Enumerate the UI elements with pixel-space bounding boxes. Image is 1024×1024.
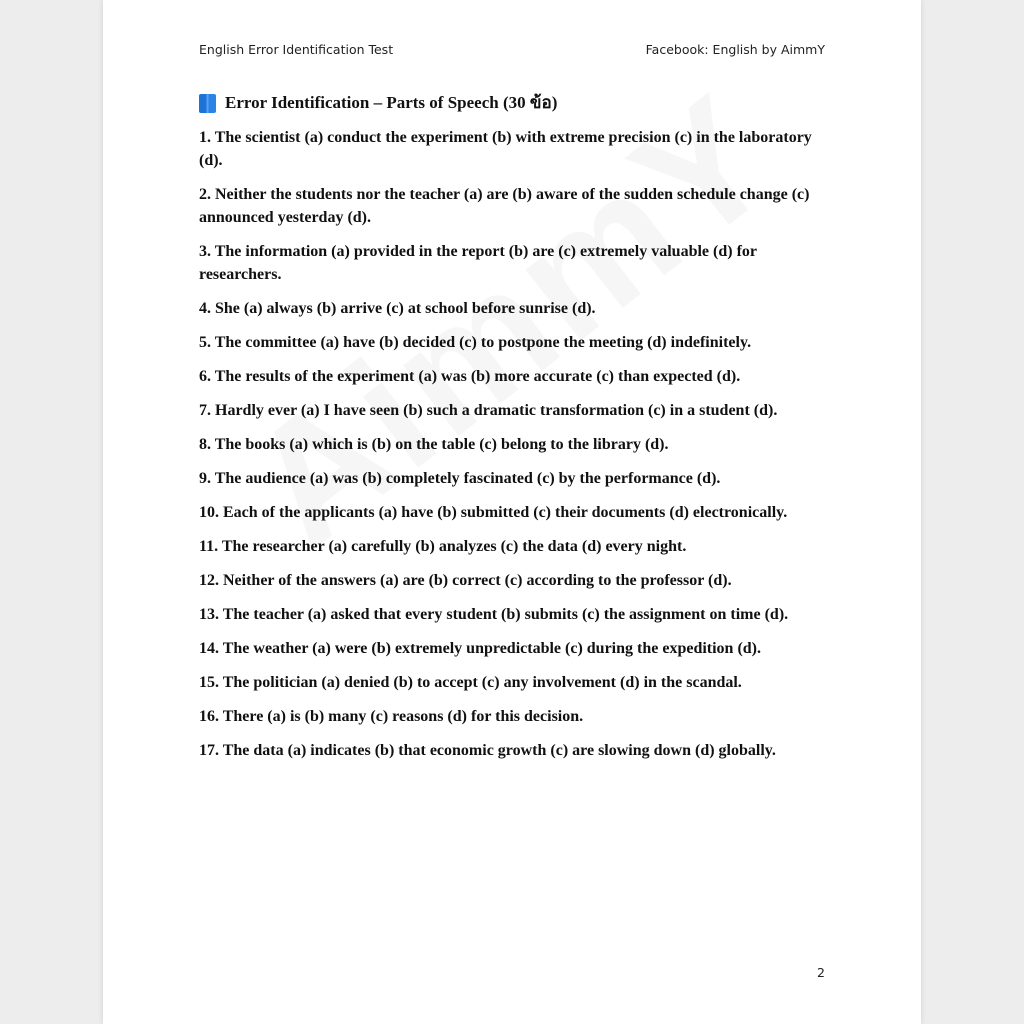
page-content — [199, 90, 831, 773]
question-item: 7. Hardly ever (a) I have seen (b) such a dramatic transformation (c) in a student (d). — [199, 402, 778, 419]
question-item: 8. The books (a) which is (b) on the table (c) belong to the library (d). — [199, 436, 669, 453]
page-header — [199, 42, 825, 57]
question-item: 10. Each of the applicants (a) have (b) submitted (c) their documents (d) electronically. — [199, 504, 788, 521]
question-item: 5. The committee (a) have (b) decided (c) to postpone the meeting (d) indefinitely. — [199, 334, 752, 351]
page-number: 2 — [817, 965, 825, 980]
question-item: 14. The weather (a) were (b) extremely unpredictable (c) during the expedition (d). — [199, 640, 762, 657]
section-title — [199, 90, 831, 116]
question-item: 4. She (a) always (b) arrive (c) at school before sunrise (d). — [199, 300, 596, 317]
question-item: 13. The teacher (a) asked that every student (b) submits (c) the assignment on time (d). — [199, 606, 789, 623]
question-item: 1. The scientist (a) conduct the experiment (b) with extreme precision (c) in the laboratory (d). — [199, 129, 812, 169]
header-left-text: English Error Identification Test — [199, 42, 394, 57]
document-page — [103, 0, 921, 1024]
question-item: 2. Neither the students nor the teacher (a) are (b) aware of the sudden schedule change (c) announced yesterday (d). — [199, 186, 810, 226]
question-item: 16. There (a) is (b) many (c) reasons (d) for this decision. — [199, 708, 584, 725]
blue-book-icon — [199, 94, 216, 113]
question-item: 17. The data (a) indicates (b) that economic growth (c) are slowing down (d) globally. — [199, 742, 776, 759]
question-item: 15. The politician (a) denied (b) to accept (c) any involvement (d) in the scandal. — [199, 674, 742, 691]
question-item: 12. Neither of the answers (a) are (b) correct (c) according to the professor (d). — [199, 572, 732, 589]
section-title-text: Error Identification – Parts of Speech (30 ข้อ) — [225, 93, 558, 112]
header-right-text: Facebook: English by AimmY — [645, 42, 825, 57]
question-item: 3. The information (a) provided in the report (b) are (c) extremely valuable (d) for researchers. — [199, 243, 757, 283]
question-item: 9. The audience (a) was (b) completely fascinated (c) by the performance (d). — [199, 470, 721, 487]
question-item: 11. The researcher (a) carefully (b) analyzes (c) the data (d) every night. — [199, 538, 687, 555]
question-item: 6. The results of the experiment (a) was (b) more accurate (c) than expected (d). — [199, 368, 741, 385]
